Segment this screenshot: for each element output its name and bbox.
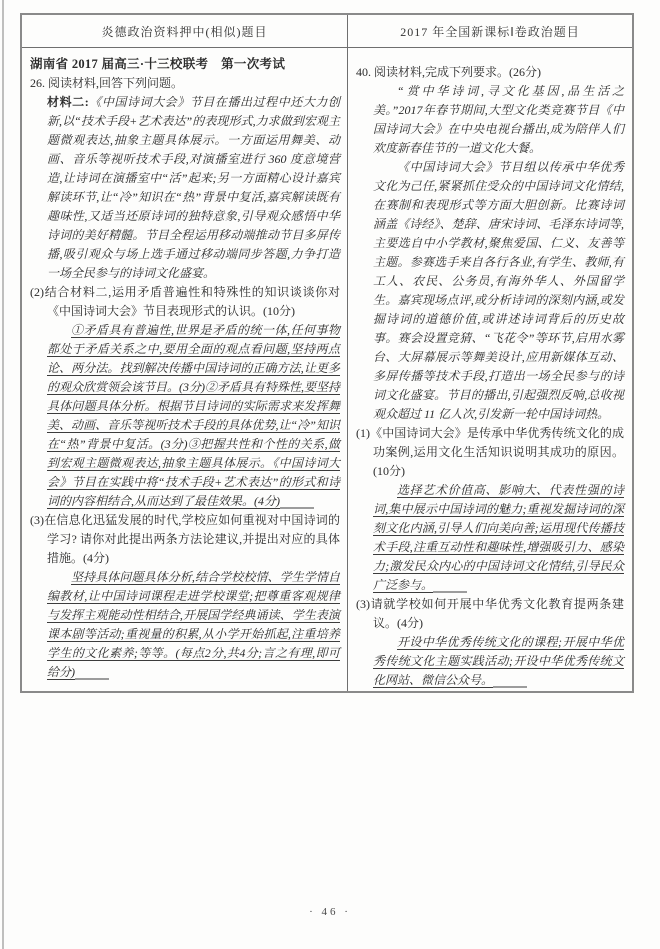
question-3-left [30,511,340,568]
question-26 [30,74,340,93]
question-40-part-1 [356,424,624,481]
material-2-paragraph [47,93,340,283]
left-column-cell [22,48,348,691]
question-40-part-1-number: (1) [356,426,370,440]
material-2-label: 材料二: [47,95,89,109]
question-26-number: 26. [30,76,45,90]
answer-question-3-left: 坚持具体问题具体分析,结合学校校情、学生学情自编教材,让中国诗词课程走进学校课堂;把尊重客观规律与发挥主观能动性相结合,开展国学经典诵读、学生表演课本剧等活动;重视量的积累,从小学开始抓起,注重培养学生的文化素养;等等。(每点2分,共4分;言之有理,即可给分) [47,568,340,682]
table-header-right: 2017 年全国新课标Ⅰ卷政治题目 [348,15,632,48]
question-40-part-3 [356,595,624,633]
material-2-text: 《中国诗词大会》节目在播出过程中还大力创新,以“技术手段+艺术表达”的表现形式,力求做到宏观主题微观表达,抽象主题具体展示。一方面运用舞美、动画、音乐等视听技术手段,对演播室进行 360 度意境营造,让诗词在演播室中“活”起来;另一方面精心设计嘉宾解读环节,让“冷”知识在“热”背景中复活,嘉宾解读既有趣味性,又适当还原诗词的独特意象,引导观众感悟中华诗词的美好精髓。节目全程运用移动端推动节目多屏传播,吸引观众与场上选手通过移动端同步答题,力争打造一场全民参与的诗词文化盛宴。 [47,95,340,280]
question-2-text: 结合材料二,运用矛盾普遍性和特殊性的知识谈谈你对《中国诗词大会》节目表现形式的认识。(10分) [44,285,340,318]
question-40-part-3-text: 请就学校如何开展中华优秀文化教育提两条建议。(4分) [370,597,624,630]
comparison-table [20,13,634,693]
scan-edge-artifact [2,0,4,949]
answer-question-40-part-3: 开设中华优秀传统文化的课程;开展中华优秀传统文化主题实践活动;开设中华优秀传统文化网站、微信公众号。 [373,633,624,690]
question-3-left-number: (3) [30,513,44,527]
passage-paragraph-2: 《中国诗词大会》节目组以传承中华优秀文化为己任,紧紧抓住受众的中国诗词文化情结,在赛制和表现形式等方面大胆创新。比赛诗词涵盖《诗经》、楚辞、唐宋诗词、毛泽东诗词等,主要选自中小学教材,聚焦爱国、仁义、友善等主题。参赛选手来自各行各业,有学生、教师,有工人、农民、公务员,有海外华人、外国留学生。嘉宾现场点评,或分析诗词的深刻内涵,或发掘诗词的道德价值,或讲述诗词背后的历史故事。赛会设置竞猜、“飞花令”等环节,启用水雾台、大屏幕展示等舞美设计,应用新媒体互动、多屏传播等技术手段,打造出一场全民参与的诗词文化盛宴。节目的播出,引起强烈反响,总收视观众超过 11 亿人次,引发新一轮中国诗词热。 [373,160,624,421]
question-40-text: 阅读材料,完成下列要求。(26分) [374,65,541,79]
right-column-cell [348,48,632,691]
page-number: · 46 · [309,906,351,918]
table-header-left: 炎德政治资料押中(相似)题目 [22,15,348,48]
passage-paragraph-1: “赏中华诗词,寻文化基因,品生活之美。”2017年春节期间,大型文化类竞赛节目《中国诗词大会》在中央电视台播出,成为陪伴人们欢度新春佳节的一道文化大餐。 [373,84,624,155]
answer-question-40-part-1: 选择艺术价值高、影响大、代表性强的诗词,集中展示中国诗词的魅力;重视发掘诗词的深刻文化内涵,引导人们向美向善;运用现代传播技术手段,注重互动性和趣味性,增强吸引力、感染力;激发民众内心的中国诗词文化情结,引导民众广泛参与。 [373,481,624,595]
question-2-number: (2) [30,285,44,299]
question-40-part-1-text: 《中国诗词大会》是传承中华优秀传统文化的成功案例,运用文化生活知识说明其成功的原因。(10分) [370,426,624,478]
question-40 [356,63,624,82]
question-2 [30,283,340,321]
question-26-text: 阅读材料,回答下列问题。 [48,76,184,90]
answer-question-2: ①矛盾具有普遍性,世界是矛盾的统一体,任何事物都处于矛盾关系之中,要用全面的观点看问题,坚持两点论、两分法。找到解决传播中国诗词的正确方法,让更多的观众欣赏领会该节目。(3分)②矛盾具有特殊性,要坚持具体问题具体分析。根据节目诗词的实际需求来发挥舞美、动画、音乐等视听技术手段的具体优势,让“冷”知识在“热”背景中复活。(3分)③把握共性和个性的关系,做到宏观主题微观表达,抽象主题具体展示。《中国诗词大会》节目在实践中将“技术手段+艺术表达”的形式和诗词的内容相结合,从而达到了最佳效果。(4分) [47,321,340,511]
exam-title: 湖南省 2017 届高三·十三校联考 第一次考试 [30,57,286,71]
question-40-part-3-number: (3) [356,597,370,611]
question-40-number: 40. [356,65,371,79]
question-3-left-text: 在信息化迅猛发展的时代,学校应如何重视对中国诗词的学习? 请你对此提出两条方法论建议,并提出对应的具体措施。(4分) [44,513,340,565]
